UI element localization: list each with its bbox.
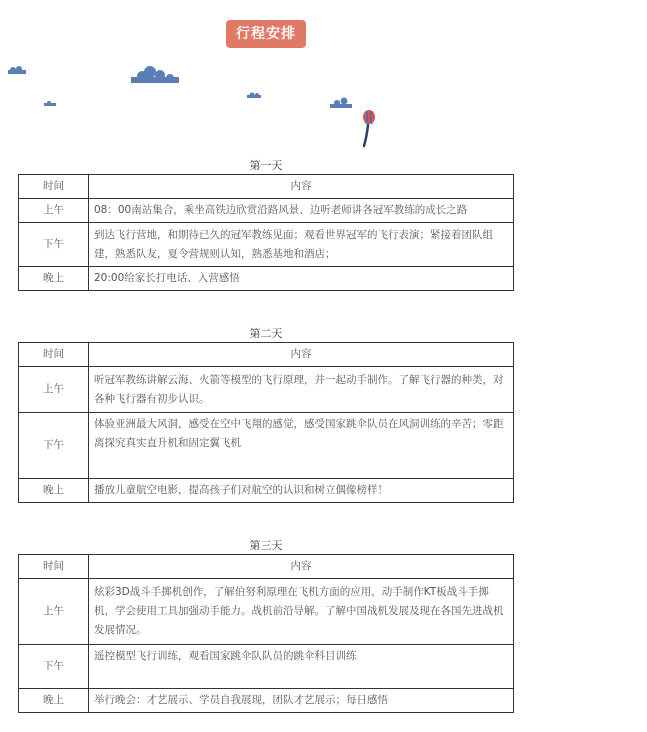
day-label: 第二天 bbox=[249, 327, 283, 340]
header-content: 内容 bbox=[89, 343, 514, 367]
row-time: 晚上 bbox=[19, 479, 89, 503]
row-time: 晚上 bbox=[19, 267, 89, 291]
header-content: 内容 bbox=[89, 175, 514, 199]
page-title: 行程安排 bbox=[226, 20, 306, 48]
row-content: 体验亚洲最大风洞，感受在空中飞翔的感觉，感受国家跳伞队员在风洞训练的辛苦；零距离探究真实直升机和固定翼飞机 bbox=[89, 413, 514, 479]
row-time: 下午 bbox=[19, 413, 89, 479]
header-time: 时间 bbox=[19, 555, 89, 579]
row-time: 下午 bbox=[19, 645, 89, 689]
row-content: 播放儿童航空电影，提高孩子们对航空的认识和树立偶像榜样！ bbox=[89, 479, 514, 503]
table-header-row bbox=[19, 175, 514, 199]
schedule-table-day-2 bbox=[18, 342, 514, 503]
cloud-icon bbox=[44, 101, 56, 106]
row-time: 晚上 bbox=[19, 689, 89, 713]
table-header-row bbox=[19, 343, 514, 367]
table-header-row bbox=[19, 555, 514, 579]
hot-air-balloon-icon bbox=[363, 110, 375, 146]
row-content: 炫彩3D战斗手掷机创作，了解伯努利原理在飞机方面的应用，动手制作KT板战斗手掷机，学会使用工具加强动手能力。战机前沿导解。了解中国战机发展及现在各国先进战机发展情况。 bbox=[89, 579, 514, 645]
table-row bbox=[19, 223, 514, 267]
day-label: 第一天 bbox=[249, 159, 283, 172]
row-content: 20:00给家长打电话、入营感悟 bbox=[89, 267, 514, 291]
row-time: 下午 bbox=[19, 223, 89, 267]
cloud-icon bbox=[247, 93, 261, 99]
cloud-icon bbox=[8, 66, 26, 74]
table-row bbox=[19, 267, 514, 291]
table-row bbox=[19, 689, 514, 713]
table-row bbox=[19, 199, 514, 223]
day-label: 第三天 bbox=[249, 539, 283, 552]
table-row bbox=[19, 367, 514, 413]
schedule-table-day-3 bbox=[18, 554, 514, 713]
row-content: 遥控模型飞行训练，观看国家跳伞队队员的跳伞科目训练 bbox=[89, 645, 514, 689]
table-row bbox=[19, 645, 514, 689]
row-content: 举行晚会：才艺展示、学员自我展现，团队才艺展示；每日感悟 bbox=[89, 689, 514, 713]
row-time: 上午 bbox=[19, 199, 89, 223]
row-time: 上午 bbox=[19, 579, 89, 645]
table-row bbox=[19, 579, 514, 645]
table-row bbox=[19, 479, 514, 503]
table-row bbox=[19, 413, 514, 479]
row-time: 上午 bbox=[19, 367, 89, 413]
row-content: 听冠军教练讲解云海、火箭等模型的飞行原理，并一起动手制作。了解飞行器的种类，对各种飞行器有初步认识。 bbox=[89, 367, 514, 413]
header-time: 时间 bbox=[19, 343, 89, 367]
row-content: 到达飞行营地，和期待已久的冠军教练见面；观看世界冠军的飞行表演；紧接着团队组建，熟悉队友，夏令营规则认知，熟悉基地和酒店； bbox=[89, 223, 514, 267]
header-time: 时间 bbox=[19, 175, 89, 199]
decoration-clouds bbox=[0, 60, 647, 155]
row-content: 08：00南站集合，乘坐高铁边欣赏沿路风景、边听老师讲各冠军教练的成长之路 bbox=[89, 199, 514, 223]
schedule-table-day-1 bbox=[18, 174, 514, 291]
header-content: 内容 bbox=[89, 555, 514, 579]
cloud-icon bbox=[330, 98, 352, 109]
cloud-icon bbox=[131, 66, 179, 83]
